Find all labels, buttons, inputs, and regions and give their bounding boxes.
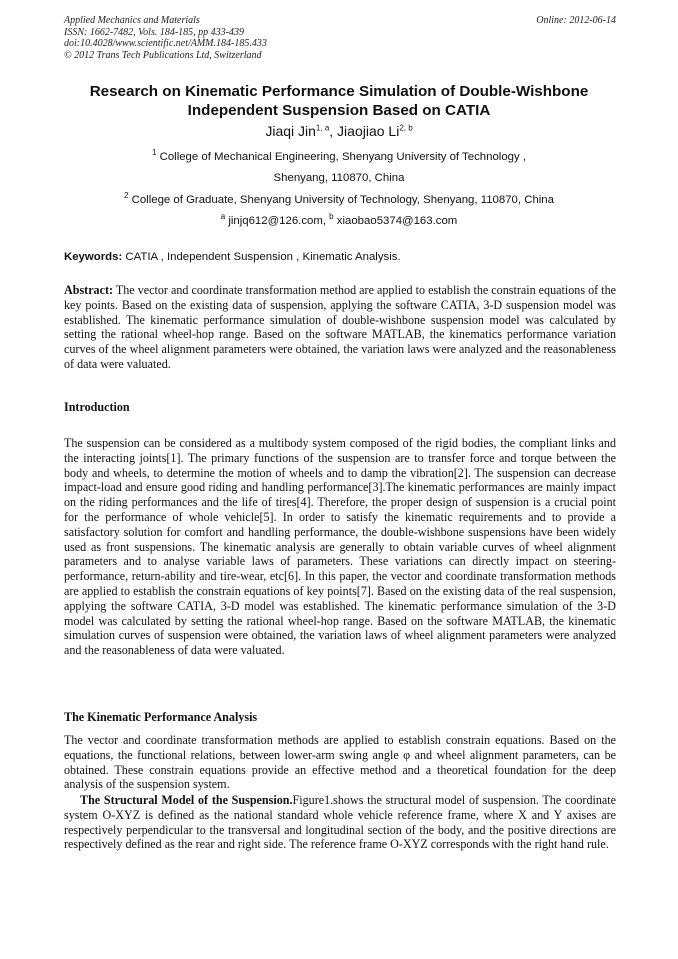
affiliation-number: 1 [151,148,157,158]
author-superscript: 2, b [399,123,413,133]
section-heading-kinematic: The Kinematic Performance Analysis [64,710,258,724]
section-heading-introduction: Introduction [64,400,130,414]
email-superscript: b [329,212,334,222]
affiliation-text: College of Graduate, Shenyang University of Technology, Shenyang, 110870, China [128,194,554,206]
journal-header [64,15,616,61]
keywords-label: Keywords: [64,251,123,263]
structural-model-paragraph [64,793,616,852]
structural-model-text: Figure1.shows the structural model of suspension. The coordinate system O-XYZ is defined as the national standard whole vehicle reference frame, where X and Y axises are respectively perpendicular to the transversal and longitudinal section of the body, and the positive directions are respectively defined as the rear and right side. The reference frame O-XYZ corresponds with the right hand rule. [64,793,616,852]
kinematic-paragraph: The vector and coordinate transformation methods are applied to establish constrain equations. Based on the equations, the functional relations, between lower-arm swing angle φ and wheel alignment parameters, can be obtained. These constrain equations provide an effective method and a theoretical foundation for the deep analysis of the suspension system. [64,733,616,792]
affiliation-1-city: Shenyang, 110870, China [273,172,405,184]
affiliation-2 [64,193,614,207]
email-link[interactable]: jinjq612@126.com, [225,215,330,227]
abstract-text: The vector and coordinate transformation method are applied to establish the constrain equations of the key points. Based on the existing data of suspension, applying the software CATIA, 3-D suspension model was established. The kinematic performance simulation of double-wishbone suspension model was calculated by setting the rational wheel-hop range. Based on the software MATLAB, the kinematics performance variation curves of the wheel alignment parameters were obtained, the variation laws were analyzed and the reasonableness of data were valuated. [64,283,616,371]
journal-doi: doi:10.4028/www.scientific.net/AMM.184-185.433 [64,38,267,49]
author-emails [64,214,614,228]
affiliation-1 [64,150,614,164]
abstract-label: Abstract: [64,283,114,297]
keywords [64,250,616,264]
affiliation-number: 2 [124,191,129,201]
email-superscript: a [220,212,226,222]
author-line [64,122,614,140]
abstract [64,283,616,372]
journal-issn: ISSN: 1662-7482, Vols. 184-185, pp 433-439 [64,26,244,38]
subsection-heading: The Structural Model of the Suspension. [80,793,293,807]
journal-copyright: © 2012 Trans Tech Publications Ltd, Switzerland [64,49,262,61]
journal-name: Applied Mechanics and Materials [64,15,200,26]
keywords-text: CATIA , Independent Suspension , Kinematic Analysis. [122,251,401,263]
online-date: Online: 2012-06-14 [536,15,616,26]
affiliation-text: College of Mechanical Engineering, Shenyang University of Technology , [156,151,527,163]
author-separator: , [329,123,338,139]
author-name: Jiaojiao Li [337,123,400,139]
introduction-paragraph: The suspension can be considered as a multibody system composed of the rigid bodies, the compliant links and the interacting joints[1]. The primary functions of the suspension are to transfer force and torque between the body and wheels, to determine the motion of wheels and to damp the vibration[2]. The suspension can decrease impact-load and ensure good riding and handling performance[3].The kinematic performances are mainly impact on the riding performances and the life of tires[4]. Therefore, the proper design of suspension is a crucial point for the performance of whole vehicle[5]. In order to satisfy the kinematic requirements and to provide a satisfactory solution for comfort and handling performance, the double-wishbone suspensions have been widely used as front suspensions. The kinematic analysis are generally to obtain variable curves of wheel alignment parameters and to analyse variable laws of parameters. These variations can directly impact on steering-performance, return-ability and tire-wear, etc[6]. In this paper, the vector and coordinate transformation methods are applied to establish the constrain equations of key points[7]. Based on the existing data of the real suspension, applying the software CATIA, 3-D model was established. The kinematic performance simulation of the 3-D model was calculated by setting the rational wheel-hop range. Based on the software MATLAB, the kinematic simulation curves of suspension were obtained, the variation laws of wheel alignment parameters were analyzed and the reasonableness of data were valuated. [64,436,616,658]
email-link[interactable]: xiaobao5374@163.com [333,215,458,227]
paper-title: Research on Kinematic Performance Simulation of Double-Wishbone Independent Suspension Based on CATIA [89,83,589,119]
author-name: Jiaqi Jin [265,123,316,139]
author-superscript: 1, a [315,123,330,133]
